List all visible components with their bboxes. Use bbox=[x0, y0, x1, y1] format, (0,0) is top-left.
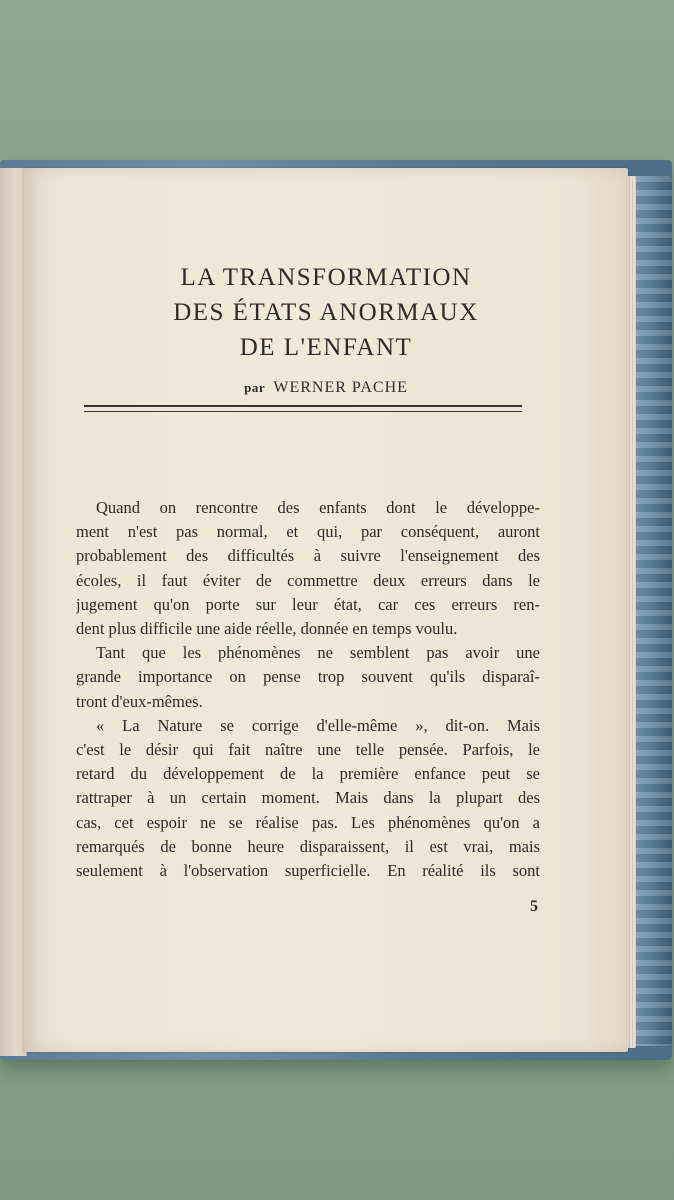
body-line: dent plus difficile une aide réelle, donnée en temps voulu. bbox=[76, 619, 458, 639]
page-number: 5 bbox=[530, 898, 538, 915]
body-line: cas, cet espoir ne se réalise pas. Les phénomènes qu'on a bbox=[76, 812, 540, 832]
body-text bbox=[76, 496, 540, 883]
body-line: grande importance on pense trop souvent qu'ils disparaî- bbox=[76, 667, 540, 687]
title-rule-thin bbox=[84, 411, 522, 412]
byline-prefix: par bbox=[244, 380, 266, 395]
body-line: probablement des difficultés à suivre l'enseignement des bbox=[76, 546, 540, 566]
body-line: « La Nature se corrige d'elle-même », dit-on. Mais bbox=[96, 715, 540, 735]
byline bbox=[24, 377, 628, 399]
body-line: Tant que les phénomènes ne semblent pas avoir une bbox=[96, 643, 540, 663]
chapter-title bbox=[24, 260, 628, 399]
body-line: remarqués de bonne heure disparaissent, il est vrai, mais bbox=[76, 836, 540, 856]
body-line: retard du développement de la première enfance peut se bbox=[76, 764, 540, 784]
title-line-2: DES ÉTATS ANORMAUX bbox=[173, 299, 479, 326]
body-line: écoles, il faut éviter de commettre deux erreurs dans le bbox=[76, 570, 540, 590]
body-line: seulement à l'observation superficielle. En réalité ils sont bbox=[76, 861, 540, 881]
book-page bbox=[24, 168, 628, 1052]
title-rule-thick bbox=[84, 405, 522, 407]
title-line-3: DE L'ENFANT bbox=[239, 334, 413, 361]
body-line: Quand on rencontre des enfants dont le développe- bbox=[96, 498, 540, 517]
body-line: tront d'eux-mêmes. bbox=[76, 691, 203, 711]
body-line: ment n'est pas normal, et qui, par conséquent, auront bbox=[76, 522, 540, 542]
author-name: WERNER PACHE bbox=[273, 379, 408, 396]
title-line-1: LA TRANSFORMATION bbox=[180, 264, 472, 291]
previous-page-sliver bbox=[0, 168, 27, 1056]
body-line: c'est le désir qui fait naître une telle pensée. Parfois, le bbox=[76, 740, 540, 760]
body-line: jugement qu'on porte sur leur état, car ces erreurs ren- bbox=[76, 594, 540, 614]
body-line: rattraper à un certain moment. Mais dans la plupart des bbox=[76, 788, 540, 808]
